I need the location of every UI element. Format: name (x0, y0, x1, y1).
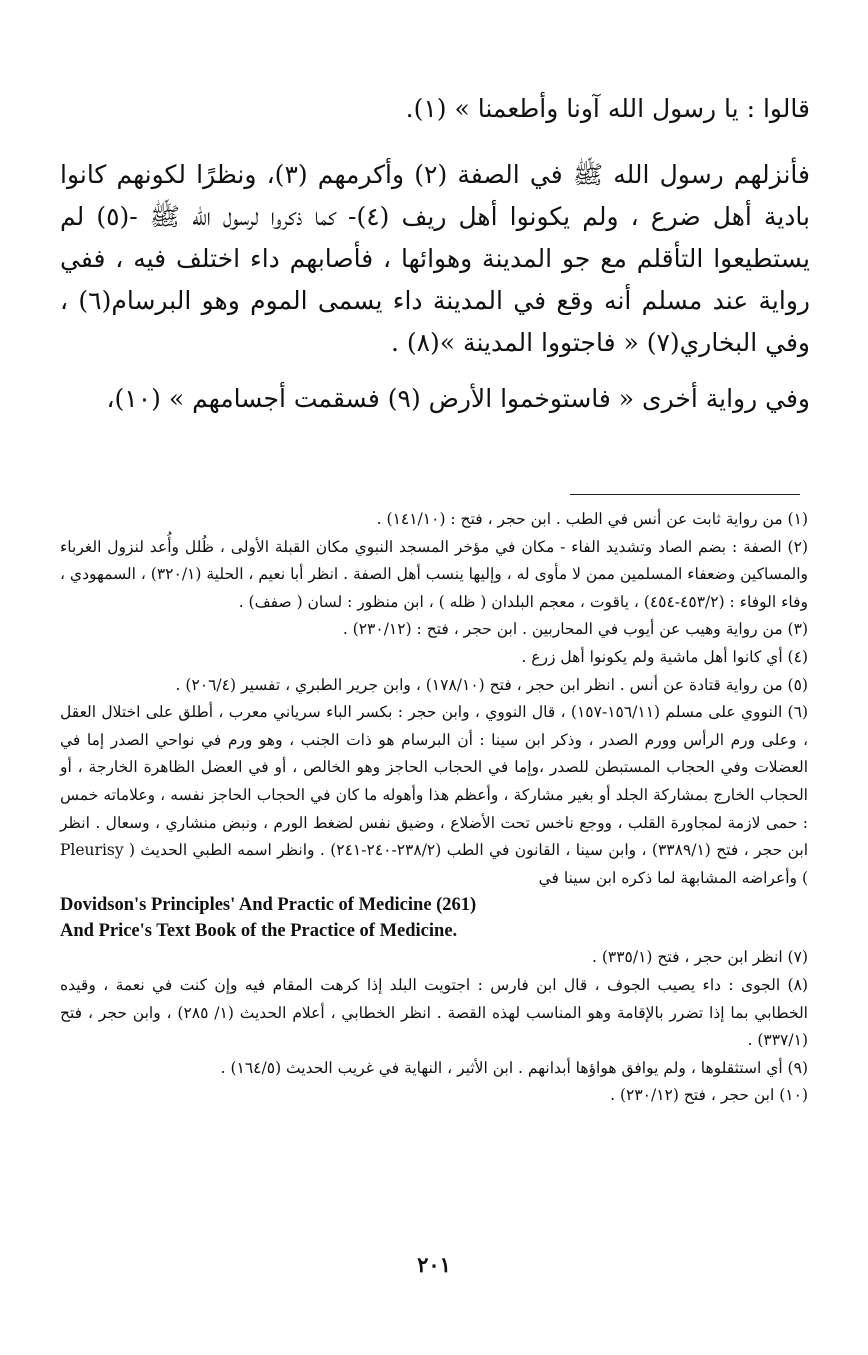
main-text-line-1: قالوا : يا رسول الله آونا وأطعمنا » (١). (405, 94, 810, 123)
main-paragraph-1: فأنزلهم رسول الله ﷺ في الصفة (٢) وأكرمهم (٣)، ونظرًا لكونهم كانوا بادية أهل ضرع ، ولم يكونوا أهل ريف (٤)- كما ذكروا لرسول الله ﷺ -(٥) لم يستطيعوا التأقلم مع جو المدينة وهوائها ، فأصابهم داء اختلف فيه ، ففي رواية عند مسلم أنه وقع في المدينة داء يسمى الموم وهو البرسام(٦) ، وفي البخاري(٧) « فاجتووا المدينة »(٨) . (60, 160, 810, 357)
footnote-6: (٦) النووي على مسلم (١٥٦/١١-١٥٧) ، قال النووي ، وابن حجر : بكسر الباء سرياني معرب ، أطلق على اختلال العقل ، وعلى ورم الرأس وورم الصدر ، وذكر ابن سينا : أن البرسام هو ذات الجنب ، وهو ورم في نواحي الصدر إما في العضلات وفي الحجاب المستبطن للصدر ،وإما في الحجاب الحاجز وهو الخالص ، أو في العضل الظاهرة الخارجة ، أو الحجاب الخارج بمشاركة الجلد أو بغير مشاركة ، وأعظم هذا وأهوله ما كان في الحجاب الحاجز نفسه ، وعلاماته خمس : حمى لازمة لمجاورة القلب ، ووجع ناخس تحت الأضلاع ، وضيق نفس لضغط الورم ، ونبض منشاري ، وسعال . انظر ابن حجر ، فتح (٣٣٨٩/١) ، وابن سينا ، القانون في الطب (٢٣٨/٢-٢٤٠-٢٤١) . وانظر اسمه الطبي الحديث ( Pleurisy ) وأعراضه المشابهة لما ذكره ابن سينا في (60, 703, 808, 887)
footnote-8: (٨) الجوى : داء يصيب الجوف ، قال ابن فارس : اجتويت البلد إذا كرهت المقام فيه وإن كنت في نعمة ، وقيده الخطابي بما إذا تضرر بالإقامة وهو المناسب لهذه القصة . انظر الخطابي ، أعلام الحديث (١/ ٢٨٥) ، وابن حجر ، فتح (٣٣٧/١) . (60, 975, 808, 1050)
main-paragraph-2: وفي رواية أخرى « فاستوخموا الأرض (٩) فسقمت أجسامهم » (١٠)، (106, 384, 810, 413)
main-text (60, 88, 810, 420)
footnote-3: (٣) من رواية وهيب عن أيوب في المحاربين . ابن حجر ، فتح : (٢٣٠/١٢) . (342, 620, 808, 639)
footnote-1: (١) من رواية ثابت عن أنس في الطب . ابن حجر ، فتح : (١٤١/١٠) . (376, 510, 808, 528)
footnote-4: (٤) أي كانوا أهل ماشية ولم يكونوا أهل زرع . (521, 647, 808, 666)
footnote-7: (٧) انظر ابن حجر ، فتح (٣٣٥/١) . (591, 948, 808, 967)
footnote-9: (٩) أي استثقلوها ، ولم يوافق هواؤها أبدانهم . ابن الأثير ، النهاية في غريب الحديث (١٦٤/٥) . (220, 1058, 808, 1077)
page-number: ٢٠١ (417, 1252, 451, 1277)
english-reference-line-1: Dovidson's Principles' And Practic of Medicine (261) (60, 895, 477, 916)
footnotes (60, 506, 808, 1110)
footnote-10: (١٠) ابن حجر ، فتح (٢٣٠/١٢) . (610, 1086, 808, 1105)
footnote-2: (٢) الصفة : بضم الصاد وتشديد الفاء - مكان في مؤخر المسجد النبوي مكان القبلة الأولى ، ظُلل وأُعد لنزول الغرباء والمساكين وضعفاء المسلمين ممن لا مأوى له ، وإليها ينسب أهل الصفة . انظر أبا نعيم ، الحلية (٣٢٠/١) ، السمهودي ، وفاء الوفاء : (٤٥٣/٢-٤٥٤) ، ياقوت ، معجم البلدان ( ظله ) ، ابن منظور : لسان ( صفف) . (60, 537, 808, 611)
footnote-5: (٥) من رواية قتادة عن أنس . انظر ابن حجر ، فتح (١٧٨/١٠) ، وابن جرير الطبري ، تفسير (٢٠٦/٤) . (175, 675, 808, 694)
footnote-separator (570, 494, 800, 495)
english-reference (60, 892, 808, 944)
english-reference-line-2: And Price's Text Book of the Practice of Medicine. (60, 921, 458, 942)
